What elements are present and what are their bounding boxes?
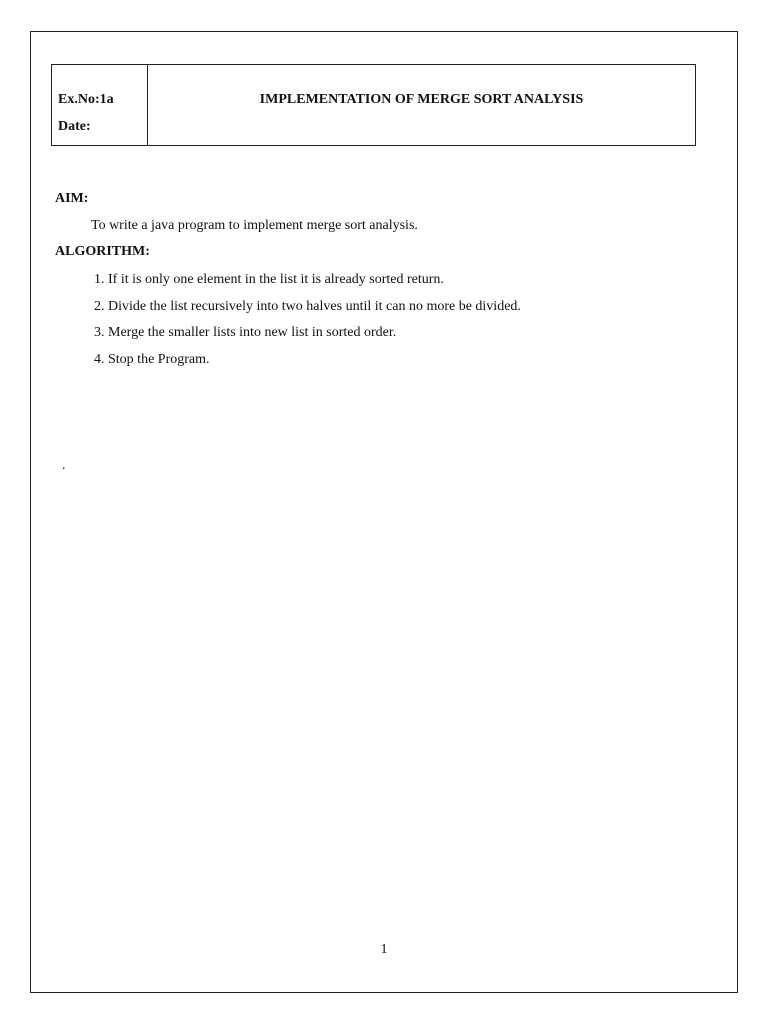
- header-left-cell: [52, 65, 148, 145]
- algorithm-step: 3. Merge the smaller lists into new list in sorted order.: [94, 325, 397, 340]
- header-table: [51, 64, 696, 146]
- stray-mark: .: [62, 458, 66, 473]
- header-right-cell: [148, 65, 695, 145]
- page-number: 1: [380, 942, 388, 957]
- algorithm-steps: [94, 271, 521, 377]
- aim-text: To write a java program to implement merge sort analysis.: [91, 218, 418, 233]
- algorithm-step: 1. If it is only one element in the list it is already sorted return.: [94, 272, 444, 287]
- aim-heading: AIM:: [55, 191, 89, 206]
- page-border: [30, 31, 738, 993]
- document-title: IMPLEMENTATION OF MERGE SORT ANALYSIS: [259, 92, 584, 107]
- algorithm-step: 4. Stop the Program.: [94, 351, 210, 367]
- exercise-number: Ex.No:1a: [58, 92, 114, 107]
- date-label: Date:: [58, 119, 91, 134]
- algorithm-step: 2. Divide the list recursively into two halves until it can no more be divided.: [94, 298, 521, 314]
- algorithm-heading: ALGORITHM:: [55, 244, 150, 259]
